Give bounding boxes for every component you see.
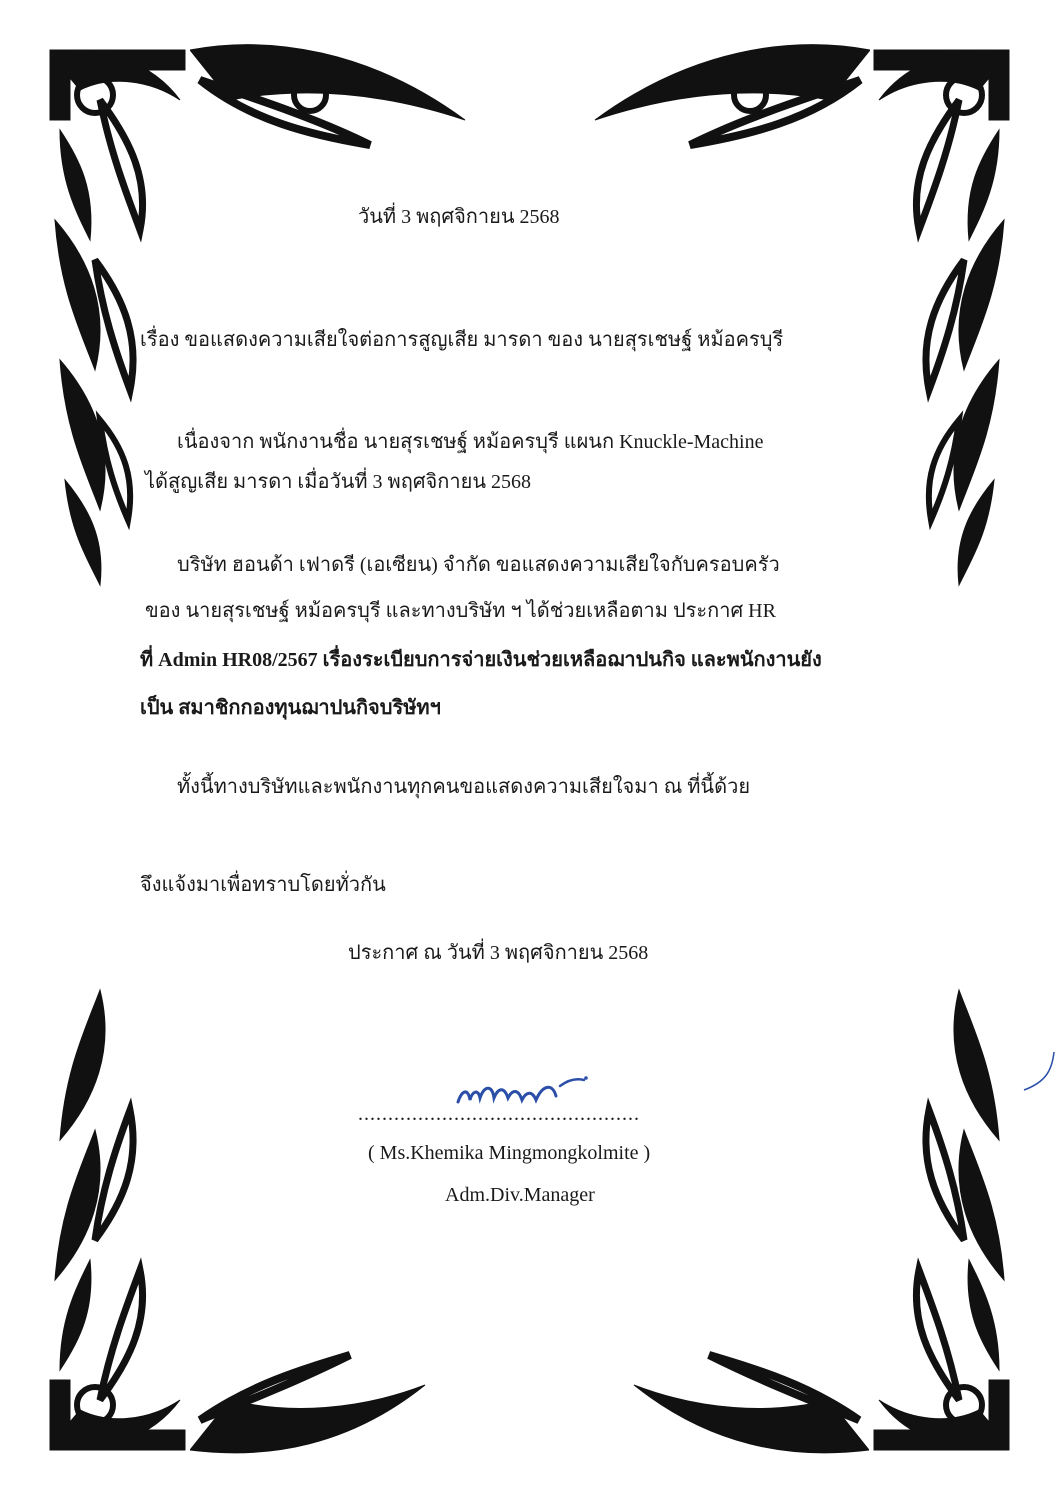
bottom-right-ornament [869,950,1019,1460]
bottom-center-left-ornament [190,1350,430,1460]
bottom-center-right-ornament [629,1350,869,1460]
top-left-ornament [40,40,190,600]
top-center-right-ornament [590,40,870,150]
margin-pen-mark [1018,1048,1058,1098]
bottom-left-ornament [40,950,190,1460]
signature-line: ............................................... [358,1103,640,1125]
para2-line2: ของ นายสุรเชษฐ์ หม้อครบุรี และทางบริษัท ฯ ได้ช่วยเหลือตาม ประกาศ HR [145,600,776,622]
top-center-left-ornament [190,40,470,150]
para1-line1: เนื่องจาก พนักงานชื่อ นายสุรเชษฐ์ หม้อครบุรี แผนก Knuckle-Machine [177,431,764,453]
para3-line: ทั้งนี้ทางบริษัทและพนักงานทุกคนขอแสดงความเสียใจมา ณ ที่นี้ด้วย [177,776,751,798]
signatory-position: Adm.Div.Manager [445,1184,595,1206]
announce-date: ประกาศ ณ วันที่ 3 พฤศจิกายน 2568 [348,942,649,964]
para1-line2: ได้สูญเสีย มารดา เมื่อวันที่ 3 พฤศจิกายน 2568 [145,471,531,493]
para2-line3: ที่ Admin HR08/2567 เรื่องระเบียบการจ่ายเงินช่วยเหลือฌาปนกิจ และพนักงานยัง [140,649,822,671]
closing-line: จึงแจ้งมาเพื่อทราบโดยทั่วกัน [140,874,386,896]
date-line: วันที่ 3 พฤศจิกายน 2568 [358,206,560,228]
para2-line1: บริษัท ฮอนด้า เฟาดรี (เอเซียน) จำกัด ขอแสดงความเสียใจกับครอบครัว [177,554,780,576]
para2-line4: เป็น สมาชิกกองทุนฌาปนกิจบริษัทฯ [140,697,441,719]
top-right-ornament [869,40,1019,600]
signatory-name: ( Ms.Khemika Mingmongkolmite ) [368,1142,651,1164]
subject-line: เรื่อง ขอแสดงความเสียใจต่อการสูญเสีย มารดา ของ นายสุรเชษฐ์ หม้อครบุรี [140,329,784,351]
